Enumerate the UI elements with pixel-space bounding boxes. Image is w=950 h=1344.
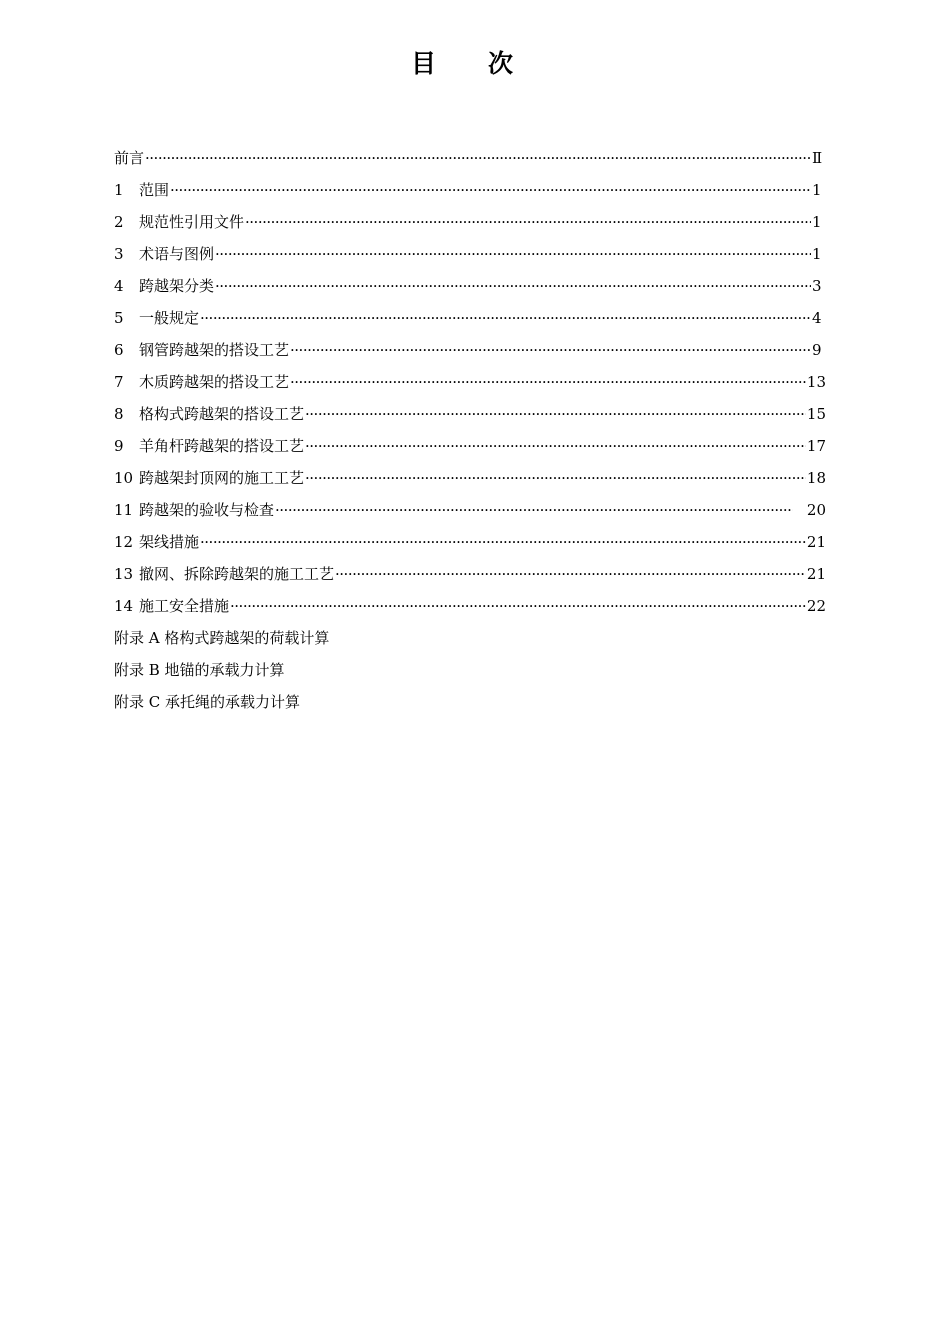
toc-entry-13[interactable] [114,558,826,590]
toc-entry-number: 9 [114,437,124,455]
toc-entry-number: 7 [114,373,124,391]
toc-leader-dots [145,142,811,174]
toc-leader-dots [290,366,806,398]
toc-entry-page: 9 [812,341,822,359]
toc-entry-number: 13 [114,565,134,583]
toc-entry-label: 施工安全措施 [139,597,230,615]
toc-leader-dots [290,334,811,366]
toc-leader-dots [230,590,806,622]
toc-leader-dots [335,558,806,590]
toc-entry-label: 撤网、拆除跨越架的施工工艺 [139,565,335,583]
toc-entry-8[interactable] [114,398,826,430]
toc-entry-number: 10 [114,469,134,487]
toc-entry-label: 格构式跨越架的搭设工艺 [139,405,305,423]
toc-entry-page: Ⅱ [812,149,823,167]
toc-entry-page: 3 [812,277,822,295]
toc-entry-page: 21 [806,533,826,551]
toc-entry-14[interactable] [114,590,826,622]
toc-entry-number: 1 [114,181,124,199]
toc-leader-dots [200,526,806,558]
page-title: 目次 [410,49,565,78]
toc-entry-number: 11 [114,501,134,519]
toc-leader-dots [305,462,806,494]
toc-entry-number: 3 [114,245,124,263]
toc-leader-dots [215,270,811,302]
toc-entry-page: 21 [806,565,826,583]
toc-leader-dots [275,494,793,526]
toc-entry-9[interactable] [114,430,826,462]
toc-leader-dots [215,238,811,270]
toc-entry-number: 8 [114,405,124,423]
toc-entry-label: 范围 [139,181,170,199]
toc-entry-12[interactable] [114,526,826,558]
toc-entry-page: 22 [806,597,826,615]
toc-entry-3[interactable] [114,238,826,270]
toc-entry-label: 前言 [114,149,145,167]
toc-entry-label: 木质跨越架的搭设工艺 [139,373,290,391]
toc-entry-page: 13 [806,373,826,391]
toc-entry-4[interactable] [114,270,826,302]
toc-entry-1[interactable] [114,174,826,206]
toc-leader-dots [245,206,811,238]
toc-entry-page: 17 [806,437,826,455]
toc-entry-page: 1 [812,181,822,199]
toc-appendix-label: 附录 B 地锚的承载力计算 [114,661,285,679]
toc-appendix-label: 附录 A 格构式跨越架的荷载计算 [114,629,330,647]
toc-appendix-label: 附录 C 承托绳的承载力计算 [114,693,301,711]
toc-appendix-b[interactable] [114,654,826,686]
toc-entry-number: 6 [114,341,124,359]
toc-entry-label: 跨越架分类 [139,277,215,295]
toc-entry-label: 一般规定 [139,309,200,327]
toc-entry-7[interactable] [114,366,826,398]
toc-entry-page: 20 [806,501,826,519]
toc-entry-11[interactable] [114,494,826,526]
toc-entry-6[interactable] [114,334,826,366]
toc-entry-number: 14 [114,597,134,615]
toc-entry-number: 5 [114,309,124,327]
toc-entry-page: 4 [812,309,822,327]
toc-entry-label: 钢管跨越架的搭设工艺 [139,341,290,359]
toc-leader-dots [170,174,811,206]
toc-entry-number: 2 [114,213,124,231]
toc-entry-2[interactable] [114,206,826,238]
toc-entry-5[interactable] [114,302,826,334]
toc-entry-label: 羊角杆跨越架的搭设工艺 [139,437,305,455]
toc-entry-page: 1 [812,213,822,231]
toc-entry-label: 架线措施 [139,533,200,551]
toc-leader-dots [200,302,811,334]
toc-entry-preface[interactable] [114,142,826,174]
table-of-contents [114,142,826,718]
toc-entry-page: 15 [806,405,826,423]
toc-entry-label: 跨越架封顶网的施工工艺 [139,469,305,487]
toc-entry-label: 跨越架的验收与检查 [139,501,275,519]
toc-entry-page: 18 [806,469,826,487]
toc-entry-number: 12 [114,533,134,551]
toc-entry-page: 1 [812,245,822,263]
toc-leader-dots [305,430,806,462]
toc-entry-number: 4 [114,277,124,295]
toc-appendix-c[interactable] [114,686,826,718]
toc-entry-label: 规范性引用文件 [139,213,245,231]
toc-leader-dots [305,398,806,430]
toc-appendix-a[interactable] [114,622,826,654]
toc-entry-10[interactable] [114,462,826,494]
toc-entry-label: 术语与图例 [139,245,215,263]
